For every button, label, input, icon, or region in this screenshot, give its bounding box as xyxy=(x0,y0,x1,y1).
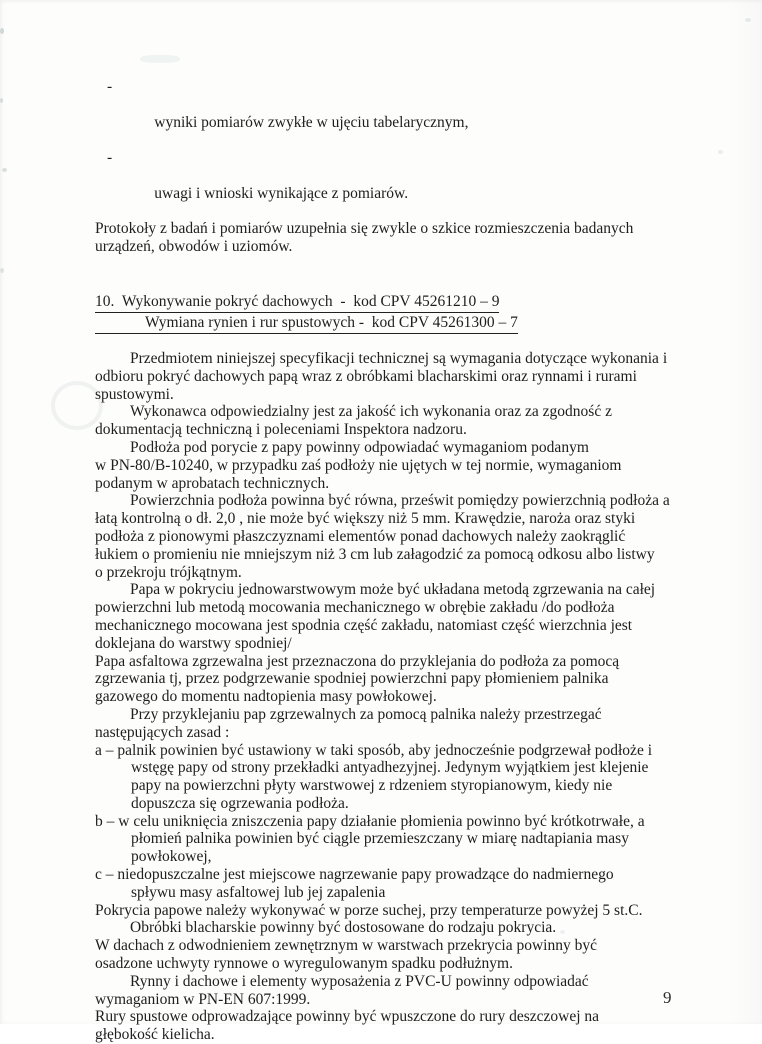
body-line: łatą kontrolną o dł. 2,0 , nie może być większy niż 5 mm. Krawędzie, naroża oraz styki xyxy=(95,510,636,528)
body-line: Podłoża pod porycie z papy powinny odpowiadać wymaganiom podanym xyxy=(130,438,589,456)
body-line: c – niedopuszczalne jest miejscowe nagrzewanie papy prowadzące do nadmiernego xyxy=(95,866,614,884)
body-line: mechanicznego mocowana jest spodnia część zakładu, natomiast część wierzchnia jest xyxy=(95,616,633,634)
scan-artifact xyxy=(0,268,4,273)
body-line: płomień palnika powinien być ciągle przemieszczany w miarę nadtapiania masy xyxy=(131,830,629,848)
intro-line: Protokoły z badań i pomiarów uzupełnia się zwykle o szkice rozmieszczenia badanych xyxy=(95,220,634,238)
body-line: Obróbki blacharskie powinny być dostosowane do rodzaju pokrycia. xyxy=(130,919,557,937)
body-line: spustowymi. xyxy=(95,385,174,403)
body-line: spływu masy asfaltowej lub jej zapalenia xyxy=(131,883,386,901)
body-line: Papa w pokryciu jednowarstwowym może być układana metodą zgrzewania na całej xyxy=(130,581,656,599)
scan-edge-shade xyxy=(728,0,762,1024)
body-line: podłoża z pionowymi płaszczyznami elementów ponad dachowych należy zaokrąglić xyxy=(95,527,626,545)
body-line: odbioru pokryć dachowych papą wraz z obróbkami blacharskimi oraz rynnami i rurami xyxy=(95,367,637,385)
body-line: Pokrycia papowe należy wykonywać w porze suchej, przy temperaturze powyżej 5 st.C. xyxy=(95,901,643,919)
section-heading xyxy=(95,292,707,334)
body-line: Wykonawca odpowiedzialny jest za jakość ich wykonania oraz za zgodność z xyxy=(130,403,612,421)
scan-artifact xyxy=(745,18,751,22)
list-item xyxy=(95,78,707,149)
body-line: Powierzchnia podłoża powinna być równa, prześwit pomiędzy powierzchnią podłoża a xyxy=(130,492,670,510)
body-line: Przy przyklejaniu pap zgrzewalnych za pomocą palnika należy przestrzegać xyxy=(130,705,602,723)
scan-artifact xyxy=(0,28,4,34)
intro-line: urządzeń, obwodów i uziomów. xyxy=(95,238,293,256)
body-line: Papa asfaltowa zgrzewalna jest przeznaczona do przyklejania do podłoża za pomocą xyxy=(95,652,620,670)
body-line: powłokowej, xyxy=(131,848,212,866)
body-line: zgrzewania tj, przez podgrzewanie spodniej powierzchni papy płomieniem palnika xyxy=(95,670,609,688)
body-line: następujących zasad : xyxy=(95,723,230,741)
body-line: w PN-80/B-10240, w przypadku zaś podłoży nie ujętych w tej normie, wymaganiom xyxy=(95,456,622,474)
body-line: W dachach z odwodnieniem zewnętrznym w warstwach przekrycia powinny być xyxy=(95,937,597,955)
body-line: doklejana do warstwy spodniej/ xyxy=(95,634,292,652)
bullet-dash: - xyxy=(107,78,113,95)
body-line: wstęgę papy od strony przekładki antyadhezyjnej. Jedynym wyjątkiem jest klejenie xyxy=(131,759,649,777)
body-line: dopuszcza się ogrzewania podłoża. xyxy=(131,794,349,812)
body-line: Rury spustowe odprowadzające powinny być wpuszczone do rury deszczowej na xyxy=(95,1008,600,1026)
body-line: dokumentacją techniczną i poleceniami Inspektora nadzoru. xyxy=(95,421,467,439)
body-line: wymaganiom w PN-EN 607:1999. xyxy=(95,990,311,1008)
body-line: głębokość kielicha. xyxy=(95,1026,215,1044)
document-body xyxy=(95,78,707,1044)
body-line: gazowego do momentu nadtopienia masy powłokowej. xyxy=(95,688,437,706)
body-line: papy na powierzchni płyty warstwowej z rdzeniem styropianowym, kiedy nie xyxy=(131,777,613,795)
list-item-text: wyniki pomiarów zwykłe w ujęciu tabelarycznym, xyxy=(154,113,469,131)
body-line: a – palnik powinien być ustawiony w taki sposób, aby jednocześnie podgrzewał podłoże i xyxy=(95,741,653,759)
section-heading-line-2: Wymiana rynien i rur spustowych - kod CPV 45261300 – 7 xyxy=(95,313,518,334)
scan-artifact xyxy=(718,150,723,154)
body-line: Przedmiotem niniejszej specyfikacji technicznej są wymagania dotyczące wykonania i xyxy=(130,349,668,367)
body-line: łukiem o promieniu nie mniejszym niż 3 cm lub załagodzić za pomocą odkosu albo listwy xyxy=(95,545,655,563)
section-heading-line-1: 10. Wykonywanie pokryć dachowych - kod CPV 45261210 – 9 xyxy=(95,292,499,313)
page-number: 9 xyxy=(663,988,672,1007)
body-line: o przekroju trójkątnym. xyxy=(95,563,242,581)
list-item xyxy=(95,149,707,220)
bullet-dash: - xyxy=(107,149,113,167)
body-line: Rynny i dachowe i elementy wyposażenia z PVC-U powinny odpowiadać xyxy=(130,972,589,990)
scan-artifact xyxy=(2,168,7,172)
list-item-text: uwagi i wnioski wynikające z pomiarów. xyxy=(154,184,409,202)
body-line: osadzone uchwyty rynnowe o wyregulowanym spadku podłużnym. xyxy=(95,955,513,973)
body-line: podanym w aprobatach technicznych. xyxy=(95,474,330,492)
body-line: powierzchni lub metodą mocowania mechanicznego w obrębie zakładu /do podłoża xyxy=(95,599,615,617)
scan-artifact xyxy=(140,55,180,63)
body-line: b – w celu uniknięcia zniszczenia papy działanie płomienia powinno być krótkotrwałe, a xyxy=(95,812,645,830)
scan-artifact xyxy=(0,98,3,103)
